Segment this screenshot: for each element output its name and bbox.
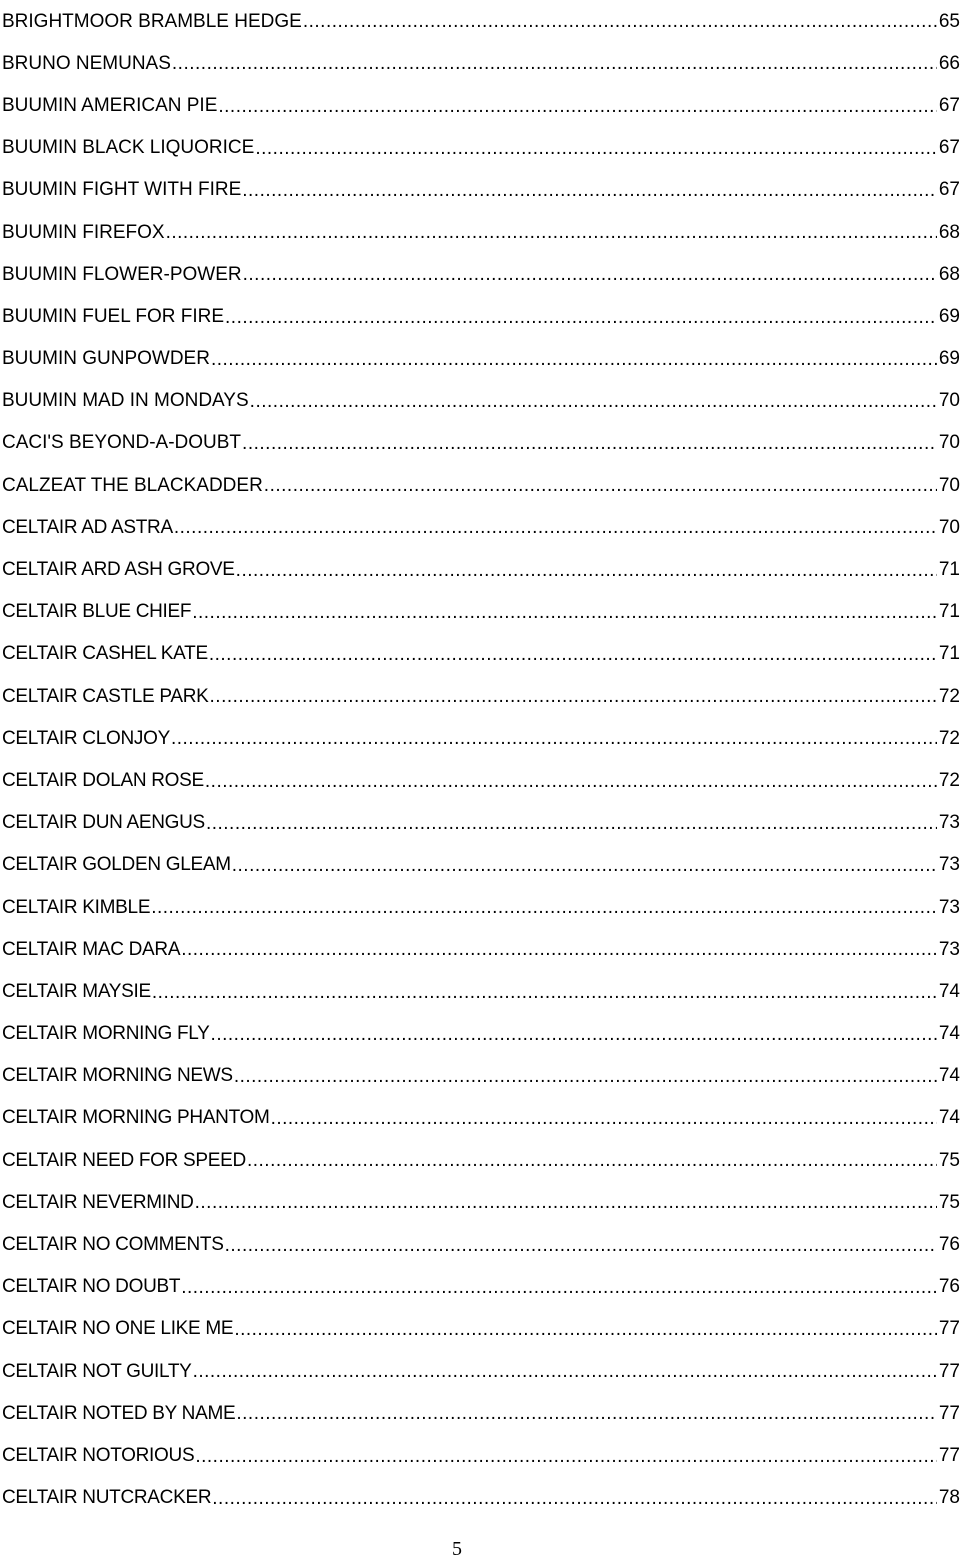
dot-leader <box>271 1109 937 1128</box>
toc-entry[interactable] <box>2 42 960 84</box>
toc-entry-page: 72 <box>938 727 960 749</box>
dot-leader <box>210 687 937 706</box>
toc-entry-title: CELTAIR NO DOUBT <box>2 1276 181 1298</box>
toc-entry-page: 67 <box>938 137 960 159</box>
dot-leader <box>234 1320 937 1339</box>
toc-entry[interactable] <box>2 1266 960 1308</box>
toc-entry-page: 75 <box>938 1149 960 1171</box>
toc-entry-page: 70 <box>938 516 960 538</box>
toc-entry-title: CELTAIR CLONJOY <box>2 727 170 749</box>
toc-entry[interactable] <box>2 928 960 970</box>
toc-entry-page: 74 <box>938 980 960 1002</box>
dot-leader <box>181 1278 937 1297</box>
dot-leader <box>225 1236 937 1255</box>
toc-entry-page: 73 <box>938 812 960 834</box>
toc-entry[interactable] <box>2 802 960 844</box>
toc-entry[interactable] <box>2 591 960 633</box>
toc-entry-page: 74 <box>938 1065 960 1087</box>
dot-leader <box>151 898 937 917</box>
dot-leader <box>209 645 937 664</box>
dot-leader <box>172 54 937 73</box>
dot-leader <box>174 518 937 537</box>
dot-leader <box>264 476 937 495</box>
toc-entry[interactable] <box>2 253 960 295</box>
toc-entry-page: 72 <box>938 769 960 791</box>
toc-entry-title: CELTAIR NOTED BY NAME <box>2 1402 236 1424</box>
toc-entry-title: CELTAIR NUTCRACKER <box>2 1487 212 1509</box>
dot-leader <box>193 1362 937 1381</box>
toc-entry-title: CELTAIR KIMBLE <box>2 896 151 918</box>
toc-entry-title: CELTAIR NO ONE LIKE ME <box>2 1318 234 1340</box>
toc-entry[interactable] <box>2 844 960 886</box>
toc-entry[interactable] <box>2 127 960 169</box>
toc-entry[interactable] <box>2 1350 960 1392</box>
toc-entry-page: 77 <box>938 1444 960 1466</box>
toc-entry-page: 71 <box>938 559 960 581</box>
dot-leader <box>242 434 937 453</box>
dot-leader <box>211 350 937 369</box>
toc-entry-page: 73 <box>938 854 960 876</box>
toc-entry[interactable] <box>2 1097 960 1139</box>
toc-entry-page: 70 <box>938 432 960 454</box>
toc-entry-page: 77 <box>938 1318 960 1340</box>
toc-entry-title: CALZEAT THE BLACKADDER <box>2 474 263 496</box>
toc-entry[interactable] <box>2 464 960 506</box>
toc-entry-page: 65 <box>938 10 960 32</box>
toc-entry[interactable] <box>2 1223 960 1265</box>
toc-entry-title: BUUMIN FIGHT WITH FIRE <box>2 179 242 201</box>
toc-entry-title: CACI'S BEYOND-A-DOUBT <box>2 432 242 454</box>
toc-entry-page: 78 <box>938 1487 960 1509</box>
toc-entry[interactable] <box>2 1392 960 1434</box>
toc-entry-title: BRUNO NEMUNAS <box>2 52 171 74</box>
toc-entry-page: 74 <box>938 1107 960 1129</box>
dot-leader <box>171 729 937 748</box>
toc-entry[interactable] <box>2 0 960 42</box>
toc-entry-page: 75 <box>938 1191 960 1213</box>
dot-leader <box>250 392 937 411</box>
dot-leader <box>212 1489 937 1508</box>
toc-entry[interactable] <box>2 886 960 928</box>
dot-leader <box>195 1447 937 1466</box>
toc-entry-title: CELTAIR NEED FOR SPEED <box>2 1149 246 1171</box>
toc-entry-title: CELTAIR MAYSIE <box>2 980 151 1002</box>
toc-entry-page: 74 <box>938 1023 960 1045</box>
toc-entry[interactable] <box>2 338 960 380</box>
toc-entry[interactable] <box>2 1013 960 1055</box>
toc-entry-title: BUUMIN AMERICAN PIE <box>2 94 218 116</box>
dot-leader <box>195 1193 937 1212</box>
toc-entry[interactable] <box>2 675 960 717</box>
dot-leader <box>255 139 937 158</box>
dot-leader <box>181 940 937 959</box>
dot-leader <box>247 1151 937 1170</box>
toc-entry[interactable] <box>2 1139 960 1181</box>
toc-entry-title: CELTAIR DUN AENGUS <box>2 812 205 834</box>
toc-entry[interactable] <box>2 1181 960 1223</box>
toc-entry-page: 67 <box>938 179 960 201</box>
toc-entry-title: CELTAIR MORNING PHANTOM <box>2 1107 270 1129</box>
toc-entry[interactable] <box>2 548 960 590</box>
toc-entry-title: BUUMIN FIREFOX <box>2 221 165 243</box>
toc-entry-title: BUUMIN FUEL FOR FIRE <box>2 305 225 327</box>
toc-entry-page: 68 <box>938 263 960 285</box>
dot-leader <box>206 814 937 833</box>
toc-entry-title: CELTAIR GOLDEN GLEAM <box>2 854 231 876</box>
toc-entry-page: 66 <box>938 52 960 74</box>
toc-entry-page: 70 <box>938 390 960 412</box>
toc-entry-title: CELTAIR NOTORIOUS <box>2 1444 195 1466</box>
toc-entry[interactable] <box>2 1308 960 1350</box>
toc-entry-page: 70 <box>938 474 960 496</box>
dot-leader <box>205 772 937 791</box>
dot-leader <box>192 603 937 622</box>
toc-entry-title: CELTAIR CASTLE PARK <box>2 685 209 707</box>
toc-entry-title: BUUMIN MAD IN MONDAYS <box>2 390 249 412</box>
toc-entry-page: 72 <box>938 685 960 707</box>
toc-entry-title: CELTAIR MORNING FLY <box>2 1023 210 1045</box>
toc-entry-page: 76 <box>938 1276 960 1298</box>
toc-entry-title: CELTAIR CASHEL KATE <box>2 643 208 665</box>
toc-entry-page: 68 <box>938 221 960 243</box>
toc-entry[interactable] <box>2 295 960 337</box>
toc-entry-title: BUUMIN FLOWER-POWER <box>2 263 242 285</box>
toc-entry[interactable] <box>2 633 960 675</box>
dot-leader <box>236 1404 937 1423</box>
toc-entry-title: CELTAIR NEVERMIND <box>2 1191 194 1213</box>
toc-entry-page: 76 <box>938 1234 960 1256</box>
dot-leader <box>166 223 937 242</box>
toc-entry[interactable] <box>2 717 960 759</box>
toc-entry-page: 77 <box>938 1402 960 1424</box>
dot-leader <box>236 561 937 580</box>
dot-leader <box>152 983 937 1002</box>
toc-entry[interactable] <box>2 169 960 211</box>
toc-entry-title: CELTAIR BLUE CHIEF <box>2 601 192 623</box>
toc-entry-page: 71 <box>938 601 960 623</box>
toc-entry-title: CELTAIR MORNING NEWS <box>2 1065 233 1087</box>
dot-leader <box>225 308 937 327</box>
dot-leader <box>218 97 936 116</box>
toc-entry-page: 69 <box>938 348 960 370</box>
dot-leader <box>211 1025 937 1044</box>
dot-leader <box>232 856 937 875</box>
toc-entry-title: CELTAIR NOT GUILTY <box>2 1360 192 1382</box>
toc-entry-title: CELTAIR DOLAN ROSE <box>2 769 204 791</box>
toc-entry[interactable] <box>2 1477 960 1519</box>
dot-leader <box>243 265 937 284</box>
toc-entry-title: CELTAIR MAC DARA <box>2 938 181 960</box>
dot-leader <box>303 12 937 31</box>
toc-entry-page: 77 <box>938 1360 960 1382</box>
toc-entry-page: 73 <box>938 938 960 960</box>
toc-entry[interactable] <box>2 211 960 253</box>
toc-entry[interactable] <box>2 1055 960 1097</box>
toc-entry[interactable] <box>2 84 960 126</box>
table-of-contents <box>2 0 960 1519</box>
toc-entry-page: 69 <box>938 305 960 327</box>
toc-entry[interactable] <box>2 506 960 548</box>
toc-entry[interactable] <box>2 1434 960 1476</box>
toc-entry-title: CELTAIR AD ASTRA <box>2 516 173 538</box>
toc-entry[interactable] <box>2 759 960 801</box>
toc-entry-title: CELTAIR NO COMMENTS <box>2 1234 224 1256</box>
toc-entry-title: BUUMIN BLACK LIQUORICE <box>2 137 255 159</box>
dot-leader <box>234 1067 937 1086</box>
toc-entry[interactable] <box>2 970 960 1012</box>
toc-entry[interactable] <box>2 422 960 464</box>
toc-entry-page: 67 <box>938 94 960 116</box>
toc-entry-title: CELTAIR ARD ASH GROVE <box>2 559 235 581</box>
toc-entry-page: 73 <box>938 896 960 918</box>
toc-entry-title: BRIGHTMOOR BRAMBLE HEDGE <box>2 10 302 32</box>
dot-leader <box>242 181 937 200</box>
toc-entry-page: 71 <box>938 643 960 665</box>
toc-entry-title: BUUMIN GUNPOWDER <box>2 348 210 370</box>
page-number: 5 <box>452 1538 462 1560</box>
toc-entry[interactable] <box>2 380 960 422</box>
